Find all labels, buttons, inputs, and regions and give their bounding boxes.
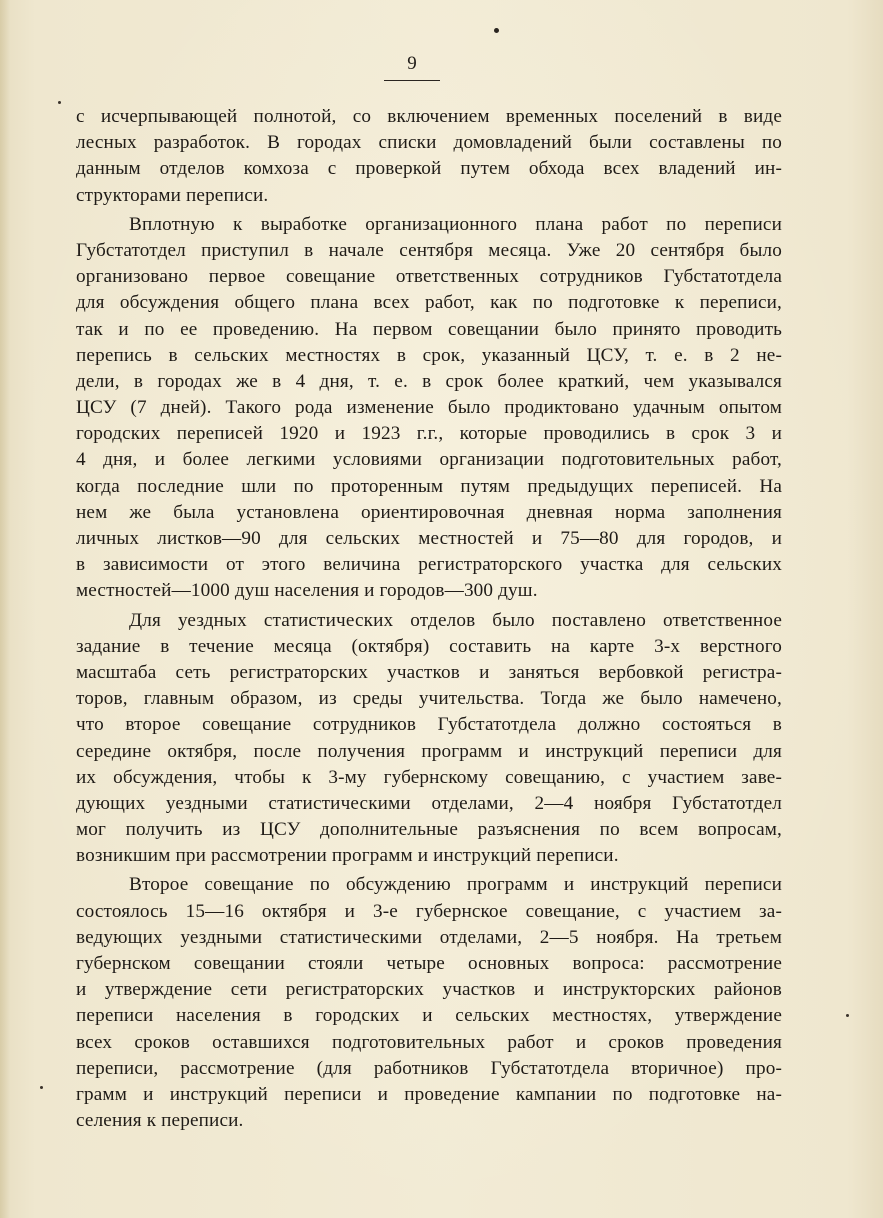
text-line: масштаба сеть регистраторских участков и заняться вербовкой регистра- — [76, 661, 782, 683]
text-line: 4 дня, и более легкими условиями организации подготовительных работ, — [76, 449, 782, 471]
text-line: ЦСУ (7 дней). Такого рода изменение было продиктовано удачным опытом — [76, 397, 782, 419]
text-line: организовано первое совещание ответственных сотрудников Губстатотдела — [76, 266, 782, 288]
text-line: их обсуждения, чтобы к 3-му губернскому совещанию, с участием заве- — [76, 766, 782, 788]
text-line: местностей—1000 душ населения и городов—300 душ. — [76, 580, 538, 602]
text-line: городских переписей 1920 и 1923 г.г., которые проводились в срок 3 и — [76, 423, 782, 445]
text-line: Для уездных статистических отделов было поставлено ответственное — [129, 609, 782, 631]
text-line: мог получить из ЦСУ дополнительные разъяснения по всем вопросам, — [76, 819, 782, 841]
text-line: нем же была установлена ориентировочная дневная норма заполнения — [76, 501, 782, 523]
text-line: для обсуждения общего плана всех работ, как по подготовке к переписи, — [76, 292, 782, 314]
text-line: дели, в городах же в 4 дня, т. е. в срок более краткий, чем указывался — [76, 370, 782, 392]
text-line: ведующих уездными статистическими отделами, 2—5 ноября. На третьем — [76, 926, 782, 948]
text-line: состоялось 15—16 октября и 3-е губернское совещание, с участием за- — [76, 900, 782, 922]
text-line: структорами переписи. — [76, 184, 269, 206]
body-text — [76, 104, 782, 1134]
ink-speck — [40, 1086, 43, 1089]
text-line: переписи, рассмотрение (для работников Губстатотдела вторичное) про- — [76, 1057, 782, 1079]
text-line: в зависимости от этого величина регистраторского участка для сельских — [76, 554, 782, 576]
text-line: середине октября, после получения программ и инструкций переписи для — [76, 740, 782, 762]
page-number: 9 — [407, 53, 417, 74]
paragraph — [76, 104, 782, 209]
paragraph — [76, 872, 782, 1134]
text-line: торов, главным образом, из среды учительства. Тогда же было намечено, — [76, 688, 782, 710]
page-number-underline — [384, 80, 440, 81]
text-line: задание в течение месяца (октября) составить на карте 3-х верстного — [76, 635, 782, 657]
text-line: Губстатотдел приступил в начале сентября месяца. Уже 20 сентября было — [76, 239, 782, 261]
ink-speck — [58, 101, 61, 104]
text-line: дующих уездными статистическими отделами, 2—4 ноября Губстатотдел — [76, 792, 782, 814]
text-line: что второе совещание сотрудников Губстатотдела должно состояться в — [76, 714, 782, 736]
text-line: когда последние шли по проторенным путям предыдущих переписей. На — [76, 475, 782, 497]
paragraph — [76, 212, 782, 605]
paragraph — [76, 608, 782, 870]
text-line: возникшим при рассмотрении программ и инструкций переписи. — [76, 845, 619, 867]
text-line: всех сроков оставшихся подготовительных работ и сроков проведения — [76, 1031, 782, 1053]
page-edge-shadow — [0, 0, 10, 1218]
text-line: перепись в сельских местностях в срок, указанный ЦСУ, т. е. в 2 не- — [76, 344, 782, 366]
text-line: с исчерпывающей полнотой, со включением временных поселений в виде — [76, 106, 782, 127]
text-line: лесных разработок. В городах списки домовладений были составлены по — [76, 132, 782, 154]
page-number-header — [384, 52, 440, 81]
text-line: переписи населения в городских и сельских местностях, утверждение — [76, 1005, 782, 1027]
text-line: так и по ее проведению. На первом совещании было принято проводить — [76, 318, 782, 340]
text-line: данным отделов комхоза с проверкой путем обхода всех владений ин- — [76, 158, 782, 180]
text-line: губернском совещании стояли четыре основных вопроса: рассмотрение — [76, 953, 782, 974]
text-line: грамм и инструкций переписи и проведение кампании по подготовке на- — [76, 1083, 782, 1105]
text-line: личных листков—90 для сельских местностей и 75—80 для городов, и — [76, 528, 782, 549]
text-line: Второе совещание по обсуждению программ и инструкций переписи — [129, 874, 782, 896]
text-line: и утверждение сети регистраторских участков и инструкторских районов — [76, 979, 782, 1001]
text-line: селения к переписи. — [76, 1110, 244, 1132]
ink-speck — [494, 28, 499, 33]
text-line: Вплотную к выработке организационного плана работ по переписи — [129, 213, 782, 235]
ink-speck — [846, 1014, 849, 1017]
